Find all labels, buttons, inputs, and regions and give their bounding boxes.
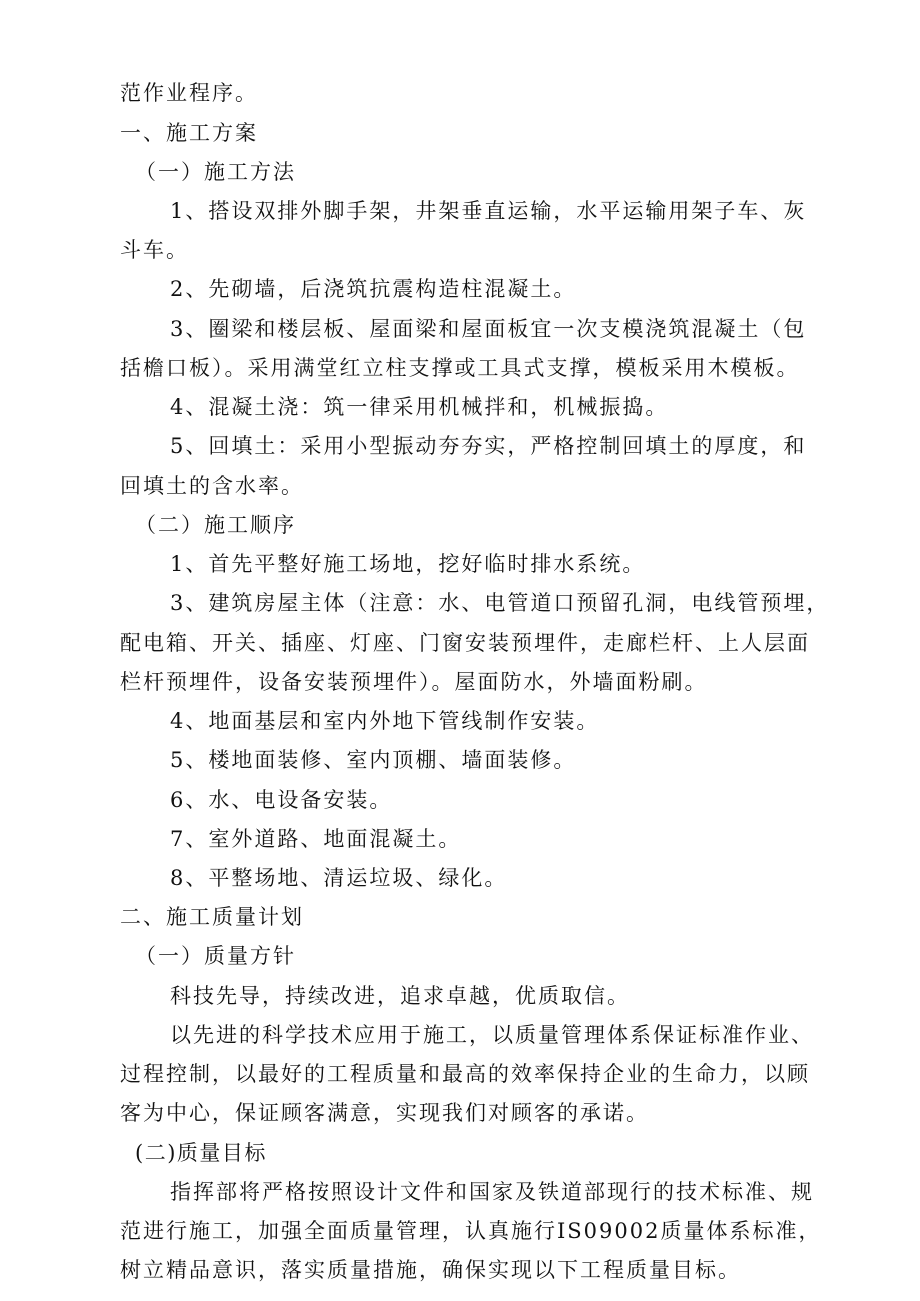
text-line: 7、室外道路、地面混凝土。 [170, 827, 462, 851]
text-line: 括檐口板）。采用满堂红立柱支撑或工具式支撑，模板采用木模板。 [120, 356, 800, 380]
text-line: 回填土的含水率。 [120, 474, 304, 498]
text-line: 4、混凝土浇：筑一律采用机械拌和，机械振捣。 [170, 395, 669, 419]
text-line: 2、先砌墙，后浇筑抗震构造柱混凝土。 [170, 277, 577, 301]
section-heading: 一、施工方案 [120, 121, 258, 145]
text-line: 范进行施工，加强全面质量管理，认真施行IS09002质量体系标准， [120, 1219, 822, 1243]
text-line: 斗车。 [120, 238, 189, 262]
subsection-heading: （一）质量方针 [135, 944, 296, 968]
text-line: 3、圈梁和楼层板、屋面梁和屋面板宜一次支模浇筑混凝土（包 [170, 317, 807, 341]
text-line: 4、地面基层和室内外地下管线制作安装。 [170, 709, 600, 733]
text-line: 1、首先平整好施工场地，挖好临时排水系统。 [170, 552, 646, 576]
text-line: 6、水、电设备安装。 [170, 788, 393, 812]
text-line: 过程控制，以最好的工程质量和最高的效率保持企业的生命力，以顾 [120, 1062, 810, 1086]
text-line: 客为中心，保证顾客满意，实现我们对顾客的承诺。 [120, 1101, 649, 1125]
subsection-heading: (二)质量目标 [135, 1141, 267, 1165]
text-line: 栏杆预埋件，设备安装预埋件）。屋面防水，外墙面粉刷。 [120, 670, 708, 694]
text-line: 配电箱、开关、插座、灯座、门窗安装预埋件，走廊栏杆、上人层面 [120, 631, 810, 655]
text-line: 科技先导，持续改进，追求卓越，优质取信。 [170, 984, 630, 1008]
subsection-heading: （一）施工方法 [135, 160, 296, 184]
text-line: 树立精品意识，落实质量措施，确保实现以下工程质量目标。 [120, 1258, 741, 1282]
section-heading: 二、施工质量计划 [120, 905, 304, 929]
text-line: 3、建筑房屋主体（注意：水、电管道口预留孔洞，电线管预埋， [170, 591, 830, 615]
text-line: 8、平整场地、清运垃圾、绿化。 [170, 866, 508, 890]
text-line: 5、楼地面装修、室内顶棚、墙面装修。 [170, 748, 577, 772]
text-line: 指挥部将严格按照设计文件和国家及铁道部现行的技术标准、规 [170, 1180, 814, 1204]
subsection-heading: （二）施工顺序 [135, 513, 296, 537]
text-line: 5、回填土：采用小型振动夯夯实，严格控制回填土的厚度，和 [170, 434, 807, 458]
text-line: 1、搭设双排外脚手架，井架垂直运输，水平运输用架子车、灰 [170, 199, 807, 223]
text-line: 范作业程序。 [120, 81, 258, 105]
text-line: 以先进的科学技术应用于施工，以质量管理体系保证标准作业、 [170, 1023, 814, 1047]
